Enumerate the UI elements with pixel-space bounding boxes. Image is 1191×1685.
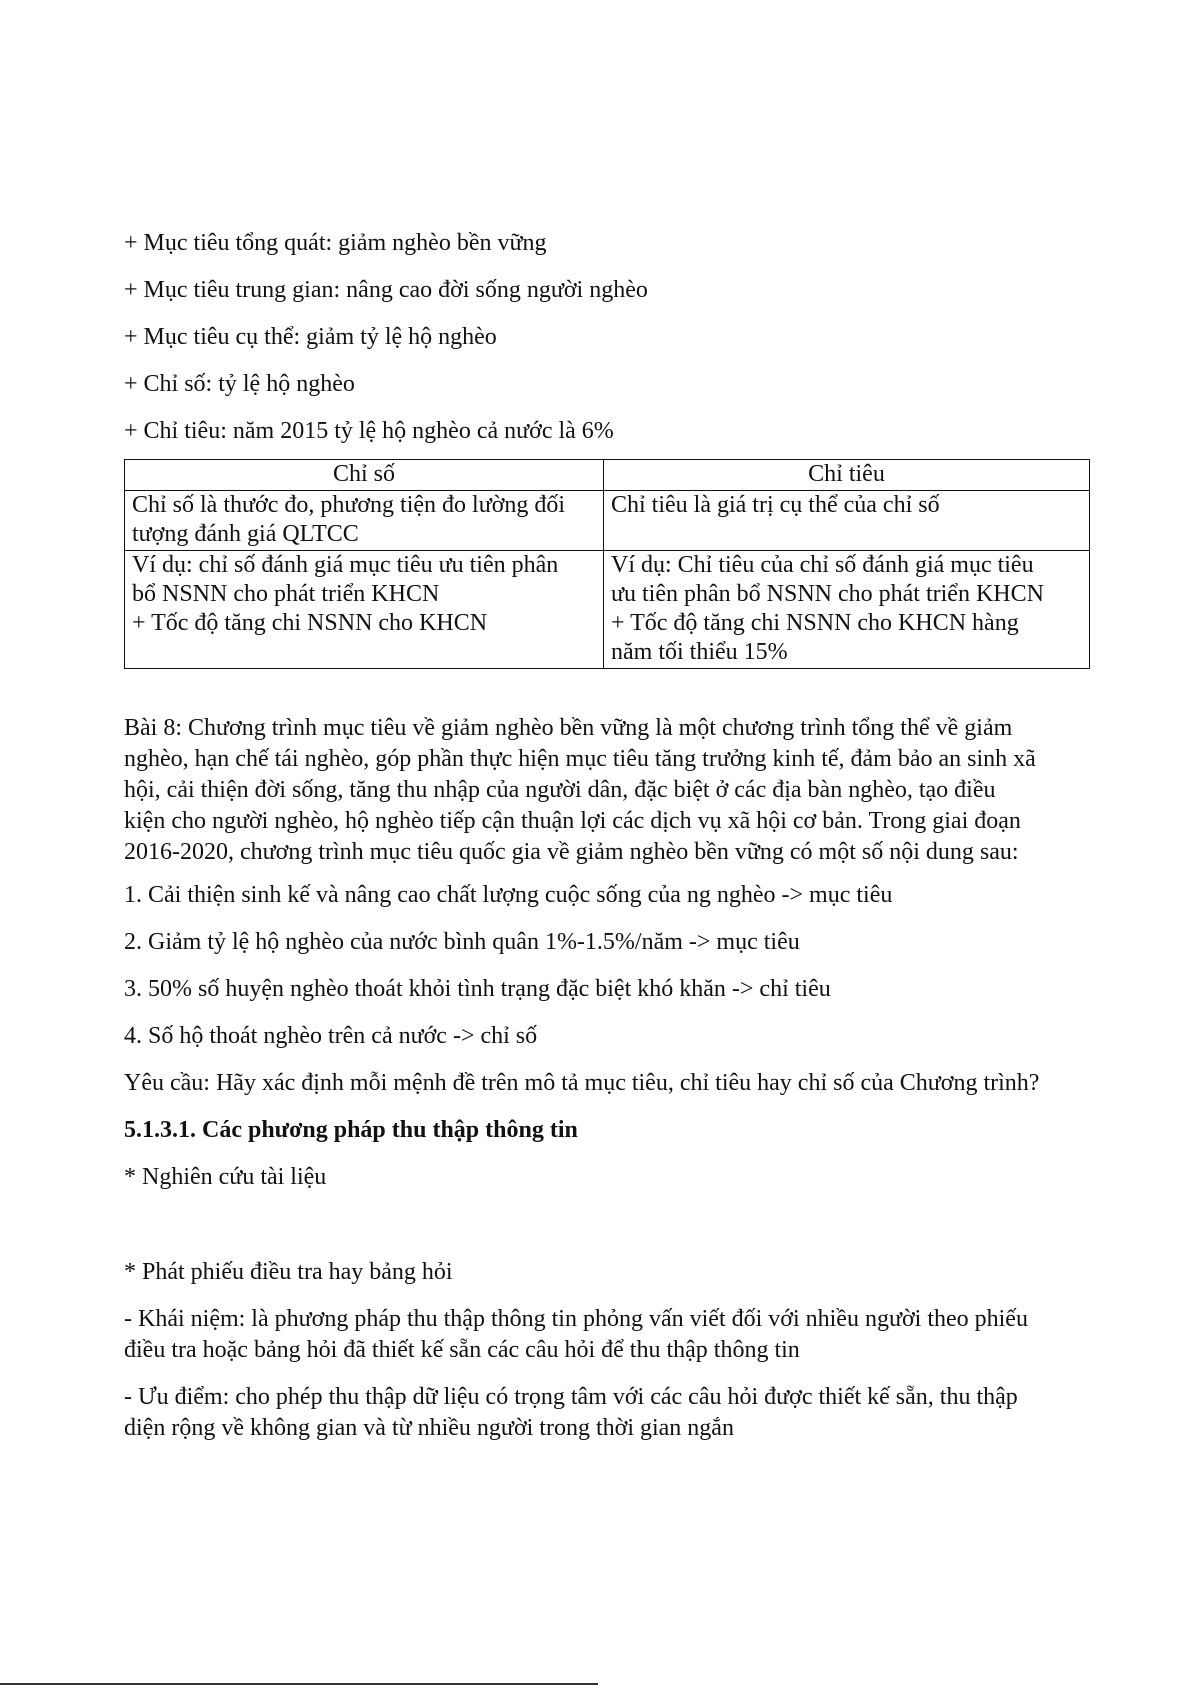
method-questionnaire: * Phát phiếu điều tra hay bảng hỏi bbox=[124, 1259, 453, 1285]
section-heading: 5.1.3.1. Các phương pháp thu thập thông tin bbox=[124, 1117, 578, 1143]
list-item: 4. Số hộ thoát nghèo trên cả nước -> chỉ số bbox=[124, 1023, 538, 1049]
paragraph-line: kiện cho người nghèo, hộ nghèo tiếp cận thuận lợi các dịch vụ xã hội cơ bản. Trong giai đoạn bbox=[124, 808, 1021, 834]
target-line: + Chỉ tiêu: năm 2015 tỷ lệ hộ nghèo cả nước là 6% bbox=[124, 418, 614, 444]
list-item: 2. Giảm tỷ lệ hộ nghèo của nước bình quân 1%-1.5%/năm -> mục tiêu bbox=[124, 929, 800, 955]
table-cell-example-target bbox=[604, 551, 1090, 669]
indicator-line: + Chỉ số: tỷ lệ hộ nghèo bbox=[124, 371, 355, 397]
table-row bbox=[125, 551, 1090, 669]
cell-text: năm tối thiểu 15% bbox=[611, 639, 788, 665]
list-item: 1. Cải thiện sinh kế và nâng cao chất lượng cuộc sống của ng nghèo -> mục tiêu bbox=[124, 882, 893, 908]
goal-general-line: + Mục tiêu tổng quát: giảm nghèo bền vững bbox=[124, 230, 547, 256]
list-item: 3. 50% số huyện nghèo thoát khỏi tình trạng đặc biệt khó khăn -> chỉ tiêu bbox=[124, 976, 831, 1002]
table-header-row bbox=[125, 460, 1090, 491]
cell-text: tượng đánh giá QLTCC bbox=[132, 521, 359, 547]
concept-paragraph bbox=[124, 1304, 1096, 1366]
paragraph-line: Bài 8: Chương trình mục tiêu về giảm nghèo bền vững là một chương trình tổng thể về giảm bbox=[124, 715, 1013, 741]
paragraph-line: - Ưu điểm: cho phép thu thập dữ liệu có trọng tâm với các câu hỏi được thiết kế sẵn, thu thập bbox=[124, 1384, 1018, 1410]
cell-text: bổ NSNN cho phát triển KHCN bbox=[132, 581, 440, 607]
cell-text: + Tốc độ tăng chi NSNN cho KHCN bbox=[132, 610, 488, 636]
paragraph-line: - Khái niệm: là phương pháp thu thập thông tin phỏng vấn viết đối với nhiều người theo phiếu bbox=[124, 1306, 1028, 1332]
document-page bbox=[124, 228, 1096, 1460]
cell-text: ưu tiên phân bổ NSNN cho phát triển KHCN bbox=[611, 581, 1044, 607]
paragraph-line: hội, cải thiện đời sống, tăng thu nhập của người dân, đặc biệt ở các địa bàn nghèo, tạo điều bbox=[124, 777, 996, 803]
paragraph-line: điều tra hoặc bảng hỏi đã thiết kế sẵn các câu hỏi để thu thập thông tin bbox=[124, 1337, 800, 1363]
requirement-line: Yêu cầu: Hãy xác định mỗi mệnh đề trên mô tả mục tiêu, chỉ tiêu hay chỉ số của Chương trình? bbox=[124, 1070, 1040, 1096]
exercise-8-paragraph bbox=[124, 713, 1096, 868]
table-cell-definition-indicator bbox=[125, 491, 604, 551]
cell-text: + Tốc độ tăng chi NSNN cho KHCN hàng bbox=[611, 610, 1019, 636]
table-row bbox=[125, 491, 1090, 551]
table-header-target: Chỉ tiêu bbox=[604, 460, 1090, 491]
paragraph-line: nghèo, hạn chế tái nghèo, góp phần thực hiện mục tiêu tăng trưởng kinh tế, đảm bảo an sinh xã bbox=[124, 746, 1036, 772]
cell-text: Chỉ tiêu là giá trị cụ thể của chỉ số bbox=[611, 492, 940, 518]
paragraph-line: diện rộng về không gian và từ nhiều người trong thời gian ngắn bbox=[124, 1415, 734, 1441]
goal-intermediate-line: + Mục tiêu trung gian: nâng cao đời sống người nghèo bbox=[124, 277, 648, 303]
table-cell-example-indicator bbox=[125, 551, 604, 669]
method-document-research: * Nghiên cứu tài liệu bbox=[124, 1164, 327, 1190]
table-header-indicator: Chỉ số bbox=[125, 460, 604, 491]
comparison-table bbox=[124, 459, 1090, 669]
paragraph-line: 2016-2020, chương trình mục tiêu quốc gia về giảm nghèo bền vững có một số nội dung sau: bbox=[124, 839, 1019, 865]
cell-text: Chỉ số là thước đo, phương tiện đo lường đối bbox=[132, 492, 566, 518]
advantage-paragraph bbox=[124, 1382, 1096, 1444]
cell-text: Ví dụ: chỉ số đánh giá mục tiêu ưu tiên phân bbox=[132, 552, 559, 578]
cell-text: Ví dụ: Chỉ tiêu của chỉ số đánh giá mục tiêu bbox=[611, 552, 1034, 578]
blank-space bbox=[124, 1209, 1096, 1257]
table-cell-definition-target bbox=[604, 491, 1090, 551]
goal-specific-line: + Mục tiêu cụ thể: giảm tỷ lệ hộ nghèo bbox=[124, 324, 497, 350]
